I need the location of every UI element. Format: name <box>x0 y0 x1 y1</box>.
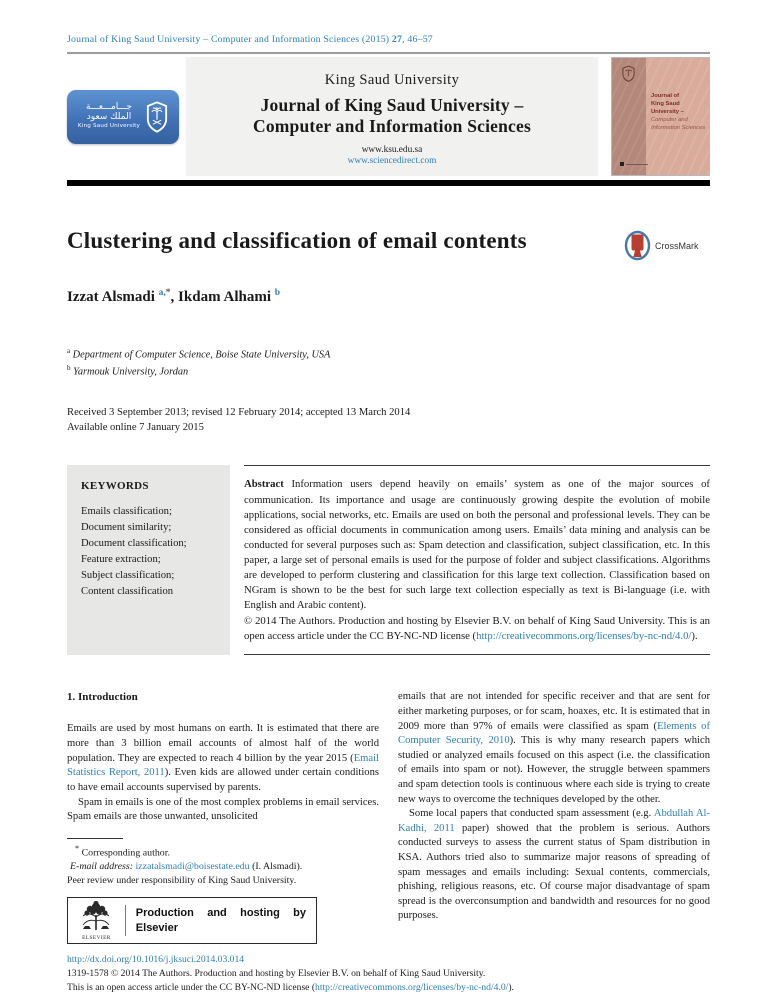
masthead-university: King Saud University <box>324 72 460 88</box>
author-1-name: Izzat Alsmadi <box>67 289 155 305</box>
keyword-item: Subject classification; <box>81 570 175 581</box>
body-p3-text: emails that are not intended for specific receiver and that are sent for either marketing purposes, or for scam, hoaxes, etc. It is estimated that in 2009 more than 97% of emails were classified as spam ( <box>398 691 710 732</box>
masthead-journal-line1: Journal of King Saud University – <box>260 95 524 115</box>
elsevier-logo <box>78 899 115 943</box>
affiliation-a-sup: a <box>67 347 71 355</box>
footer-license-line <box>67 981 710 995</box>
keywords-heading: KEYWORDS <box>81 480 149 493</box>
author-1-corresponding-star[interactable]: * <box>165 288 171 298</box>
author-2-name: Ikdam Alhami <box>178 289 271 305</box>
cover-publisher-mark <box>620 162 624 166</box>
corresponding-author-note <box>67 843 379 860</box>
masthead-journal-line2: Computer and Information Sciences <box>252 116 531 137</box>
keyword-item: Emails classification; <box>81 506 172 518</box>
citation-elements-computer-security[interactable]: Elements of Computer Security, 2010 <box>398 720 710 747</box>
crossmark-icon <box>624 230 651 261</box>
keywords-box <box>67 465 230 655</box>
cover-title-line2: King Saud University – <box>651 101 684 116</box>
author-line <box>67 288 710 306</box>
affiliation-a <box>67 346 710 363</box>
cover-publisher-line <box>626 164 648 165</box>
cover-emblem-icon <box>622 65 635 82</box>
ksu-shield-palm-icon <box>146 101 168 133</box>
footnote-rule <box>67 838 123 839</box>
journal-reference-line <box>67 34 710 45</box>
masthead-journal-title <box>186 95 598 138</box>
keyword-item: Feature extraction; <box>81 554 161 566</box>
ksu-url: www.ksu.edu.sa <box>361 144 423 155</box>
elsevier-box-divider <box>125 905 126 936</box>
author-1-affil-link[interactable]: a, <box>158 288 166 298</box>
elsevier-tree-icon <box>79 899 113 931</box>
ksu-logo-arabic-line2: الملك سعود <box>86 111 132 122</box>
abstract-copyright <box>244 614 710 644</box>
page-footer <box>67 953 710 995</box>
available-online-line: Available online 7 January 2015 <box>67 422 204 434</box>
masthead-center-panel <box>186 57 598 176</box>
body-paragraph-3 <box>398 690 710 807</box>
affiliation-b <box>67 363 710 380</box>
abstract-column <box>244 465 710 655</box>
journal-ref-pages: , 46–57 <box>402 34 433 45</box>
cover-title-line3: Computer and <box>651 117 688 124</box>
affiliations <box>67 346 710 380</box>
top-divider-rule <box>67 52 710 54</box>
journal-ref-text: Journal of King Saud University – Computer and Information Sciences (2015) <box>67 34 392 45</box>
ksu-logo-english: King Saud University <box>77 123 141 129</box>
intro-paragraph-1 <box>67 722 379 795</box>
email-suffix: (I. Alsmadi). <box>249 861 303 873</box>
intro-p1-text: Emails are used by most humans on earth. It is estimated that there are more than 3 billion email accounts of almost half of the world population. They are expected to reach 4 billion by the year 2015 ( <box>67 723 379 764</box>
crossmark-badge[interactable] <box>624 230 710 261</box>
cover-title <box>651 92 708 133</box>
masthead-black-bar <box>67 180 710 186</box>
ksu-logo-arabic-line1: جـــامـــعـــة <box>85 102 132 113</box>
ksu-logo <box>67 90 179 144</box>
keywords-list <box>81 504 216 599</box>
email-label: E-mail address: <box>70 861 133 873</box>
copyright-close: ). <box>691 630 698 643</box>
doi-link[interactable]: http://dx.doi.org/10.1016/j.jksuci.2014.03.014 <box>67 954 245 966</box>
sciencedirect-link[interactable]: www.sciencedirect.com <box>347 155 437 166</box>
citation-email-statistics-report[interactable]: Email Statistics Report, 2011 <box>67 752 379 779</box>
cover-title-line4: Information Sciences <box>651 125 706 132</box>
author-2-affil-link[interactable]: b <box>274 288 281 298</box>
author-email-link[interactable]: izzatalsmadi@boisestate.edu <box>133 861 250 873</box>
license-link[interactable]: http://creativecommons.org/licenses/by-nc-nd/4.0/ <box>476 630 692 643</box>
right-column <box>398 690 710 944</box>
article-title: Clustering and classification of email contents <box>67 228 527 253</box>
body-paragraph-4 <box>398 807 710 924</box>
footer-license-text: This is an open access article under the CC BY-NC-ND license ( <box>67 982 316 994</box>
affiliation-b-sup: b <box>67 363 71 372</box>
body-p4-text: Some local papers that conducted spam assessment (e.g. <box>409 808 654 820</box>
section-heading-introduction: 1. Introduction <box>67 691 138 704</box>
affiliation-b-text: Yarmouk University, Jordan <box>70 366 189 378</box>
keyword-item: Document similarity; <box>81 522 172 534</box>
left-column <box>67 690 379 944</box>
elsevier-hosting-label: Production and hosting by Elsevier <box>135 906 306 934</box>
abstract-label: Abstract <box>244 478 284 491</box>
affiliation-a-text: Department of Computer Science, Boise State University, USA <box>70 349 331 361</box>
body-p4-text-end: paper) showed that the problem is serious. Authors conducted surveys to assess the current status of Spam distribution in KSA. Authors tried also to summarize major reasons of spreading of spam messages and emails including: Sexual contents, commercials, phishing, religious reasons, etc. Of course major disadvantage of spam spread is the overconsumption and bandwidth and resources for no good purposes. <box>398 822 711 922</box>
cover-title-line1: Journal of <box>651 93 680 99</box>
body-columns <box>67 690 710 944</box>
footnote-block <box>67 838 379 888</box>
abstract-section <box>67 465 710 655</box>
email-address-line <box>67 860 379 874</box>
crossmark-label: CrossMark <box>655 240 699 251</box>
issn-copyright-line: 1319-1578 © 2014 The Authors. Production and hosting by Elsevier B.V. on behalf of King Saud University. <box>67 968 486 980</box>
body-p3-text-end: ). This is why many research papers which studied or analyzed emails focused on this aspect (i.e. the classification of emails into spam or not). However, the struggle between spammers and spam detection tools is continuous where each side is trying to create new ways to overcome the techniques developed by the other. <box>398 735 710 805</box>
author-separator: , <box>170 289 179 305</box>
elsevier-logo-wordmark: ELSEVIER <box>82 935 111 942</box>
corresponding-author-text: Corresponding author. <box>79 847 170 859</box>
footer-license-close: ). <box>508 982 514 994</box>
journal-masthead <box>67 57 710 176</box>
ksu-logo-text <box>78 103 140 130</box>
journal-cover-thumbnail <box>611 57 710 176</box>
abstract-text <box>244 477 710 613</box>
title-row <box>67 228 710 261</box>
abstract-body: Information users depend heavily on emails’ system as one of the major sources of communication. Its importance and usage are continuously growing despite the evolution of mobile applications, social networks, etc. Emails are used on both the personal and professional levels. They can be considered as official documents in communication among users. Emails’ data mining and analysis can be conducted for several purposes such as: Spam detection and classification, subject classification, etc. In this paper, a large set of personal emails is used for the purpose of folder and subject classifications. Algorithms are developed to perform clustering and classification for this large text collection. Classification based on NGram is shown to be the best for such large text collection especially as text is Bi-language (i.e. with English and Arabic content). <box>244 478 710 612</box>
footer-license-link[interactable]: http://creativecommons.org/licenses/by-nc-nd/4.0/ <box>315 982 509 994</box>
keyword-item: Document classification; <box>81 538 187 550</box>
citation-abdullah-al-kadhi[interactable]: Abdullah Al-Kadhi, 2011 <box>398 808 710 834</box>
keyword-item: Content classification <box>81 585 174 597</box>
article-history <box>67 405 710 436</box>
intro-p1-text-end: ). Even kids are allowed under certain conditions to have email accounts supervised by parents. <box>67 767 379 793</box>
peer-review-note: Peer review under responsibility of King Saud University. <box>67 875 297 887</box>
journal-ref-volume: 27 <box>391 34 403 45</box>
received-line: Received 3 September 2013; revised 12 February 2014; accepted 13 March 2014 <box>67 406 411 418</box>
intro-paragraph-2: Spam in emails is one of the most complex problems in email services. Spam emails are those unwanted, unsolicited <box>67 796 379 823</box>
footnote-star: * <box>75 843 80 853</box>
elsevier-hosting-box <box>67 897 317 944</box>
copyright-text: © 2014 The Authors. Production and hosting by Elsevier B.V. on behalf of King Saud University. This is an open access article under the CC BY-NC-ND license ( <box>244 615 710 643</box>
